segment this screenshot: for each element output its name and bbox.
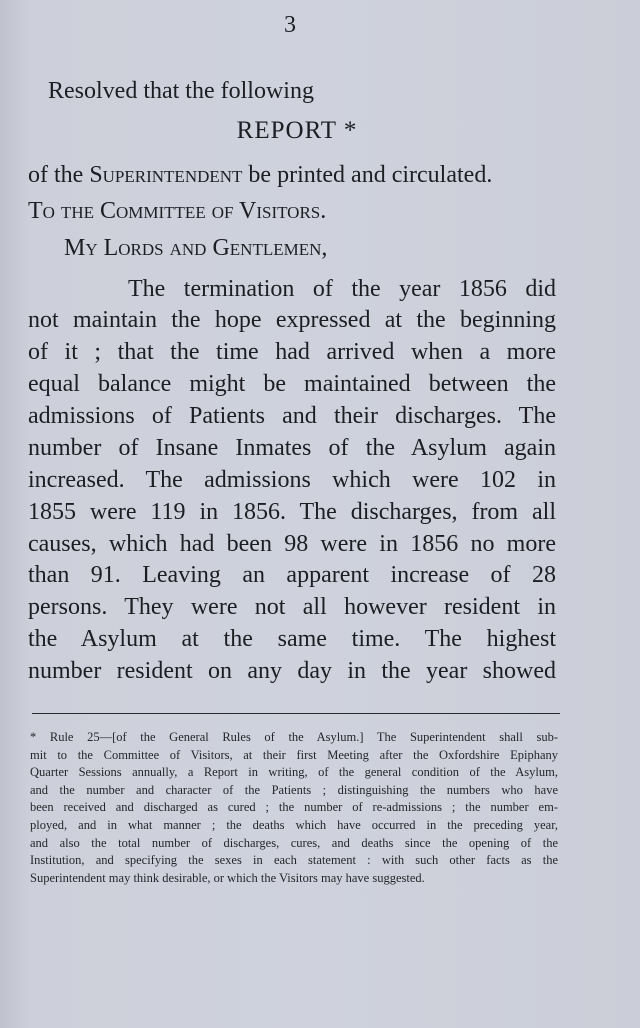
body-line: number of Insane Inmates of the Asylum again bbox=[28, 435, 556, 461]
footnote-line: * Rule 25—[of the General Rules of the Asylum.] The Superintendent shall sub- bbox=[30, 730, 558, 744]
body-line: not maintain the hope expressed at the beginning bbox=[28, 307, 556, 333]
body-line: causes, which had been 98 were in 1856 no more bbox=[28, 531, 556, 557]
intro-superintendent: Superintendent bbox=[89, 162, 243, 188]
footnote-line: Quarter Sessions annually, a Report in writing, of the general condition of the Asylum, bbox=[30, 765, 558, 780]
footnote-line: ployed, and in what manner ; the deaths which have occurred in the preceding year, bbox=[30, 818, 558, 832]
body-line: The termination of the year 1856 did bbox=[128, 276, 556, 302]
page-number: 3 bbox=[284, 12, 296, 38]
body-line: the Asylum at the same time. The highest bbox=[28, 626, 556, 652]
body-line: admissions of Patients and their discharges. The bbox=[28, 403, 556, 429]
body-line: persons. They were not all however resident in bbox=[28, 594, 556, 620]
footnote-line: and also the total number of discharges, cures, and deaths since the opening of the bbox=[30, 835, 558, 850]
body-line: equal balance might be maintained between the bbox=[28, 371, 556, 397]
body-line: increased. The admissions which were 102 in bbox=[28, 467, 556, 493]
footnote-line: mit to the Committee of Visitors, at their first Meeting after the Oxfordshire Epiphany bbox=[30, 747, 558, 762]
body-line: number resident on any day in the year showed bbox=[28, 658, 556, 684]
footnote-rule bbox=[32, 713, 560, 714]
intro-line-1 bbox=[28, 160, 492, 190]
intro-printed: be printed and circulated. bbox=[242, 162, 493, 188]
body-line: than 91. Leaving an apparent increase of 28 bbox=[28, 562, 556, 588]
footnote-line: and the number and character of the Patients ; distinguishing the numbers who have bbox=[30, 782, 558, 797]
salutation: My Lords and Gentlemen, bbox=[64, 235, 328, 261]
resolved-line: Resolved that the following bbox=[48, 78, 314, 104]
body-line: of it ; that the time had arrived when a more bbox=[28, 339, 556, 365]
body-line: 1855 were 119 in 1856. The discharges, from all bbox=[28, 499, 556, 525]
report-heading: REPORT * bbox=[236, 117, 358, 144]
footnote-line: been received and discharged as cured ; the number of re-admissions ; the number em- bbox=[30, 800, 558, 815]
footnote-line: Superintendent may think desirable, or which the Visitors may have suggested. bbox=[30, 870, 425, 885]
intro-line-2: To the Committee of Visitors. bbox=[28, 198, 327, 224]
footnote-line: Institution, and specifying the sexes in each statement : with such other facts as the bbox=[30, 853, 558, 868]
intro-of-the: of the bbox=[28, 162, 90, 188]
